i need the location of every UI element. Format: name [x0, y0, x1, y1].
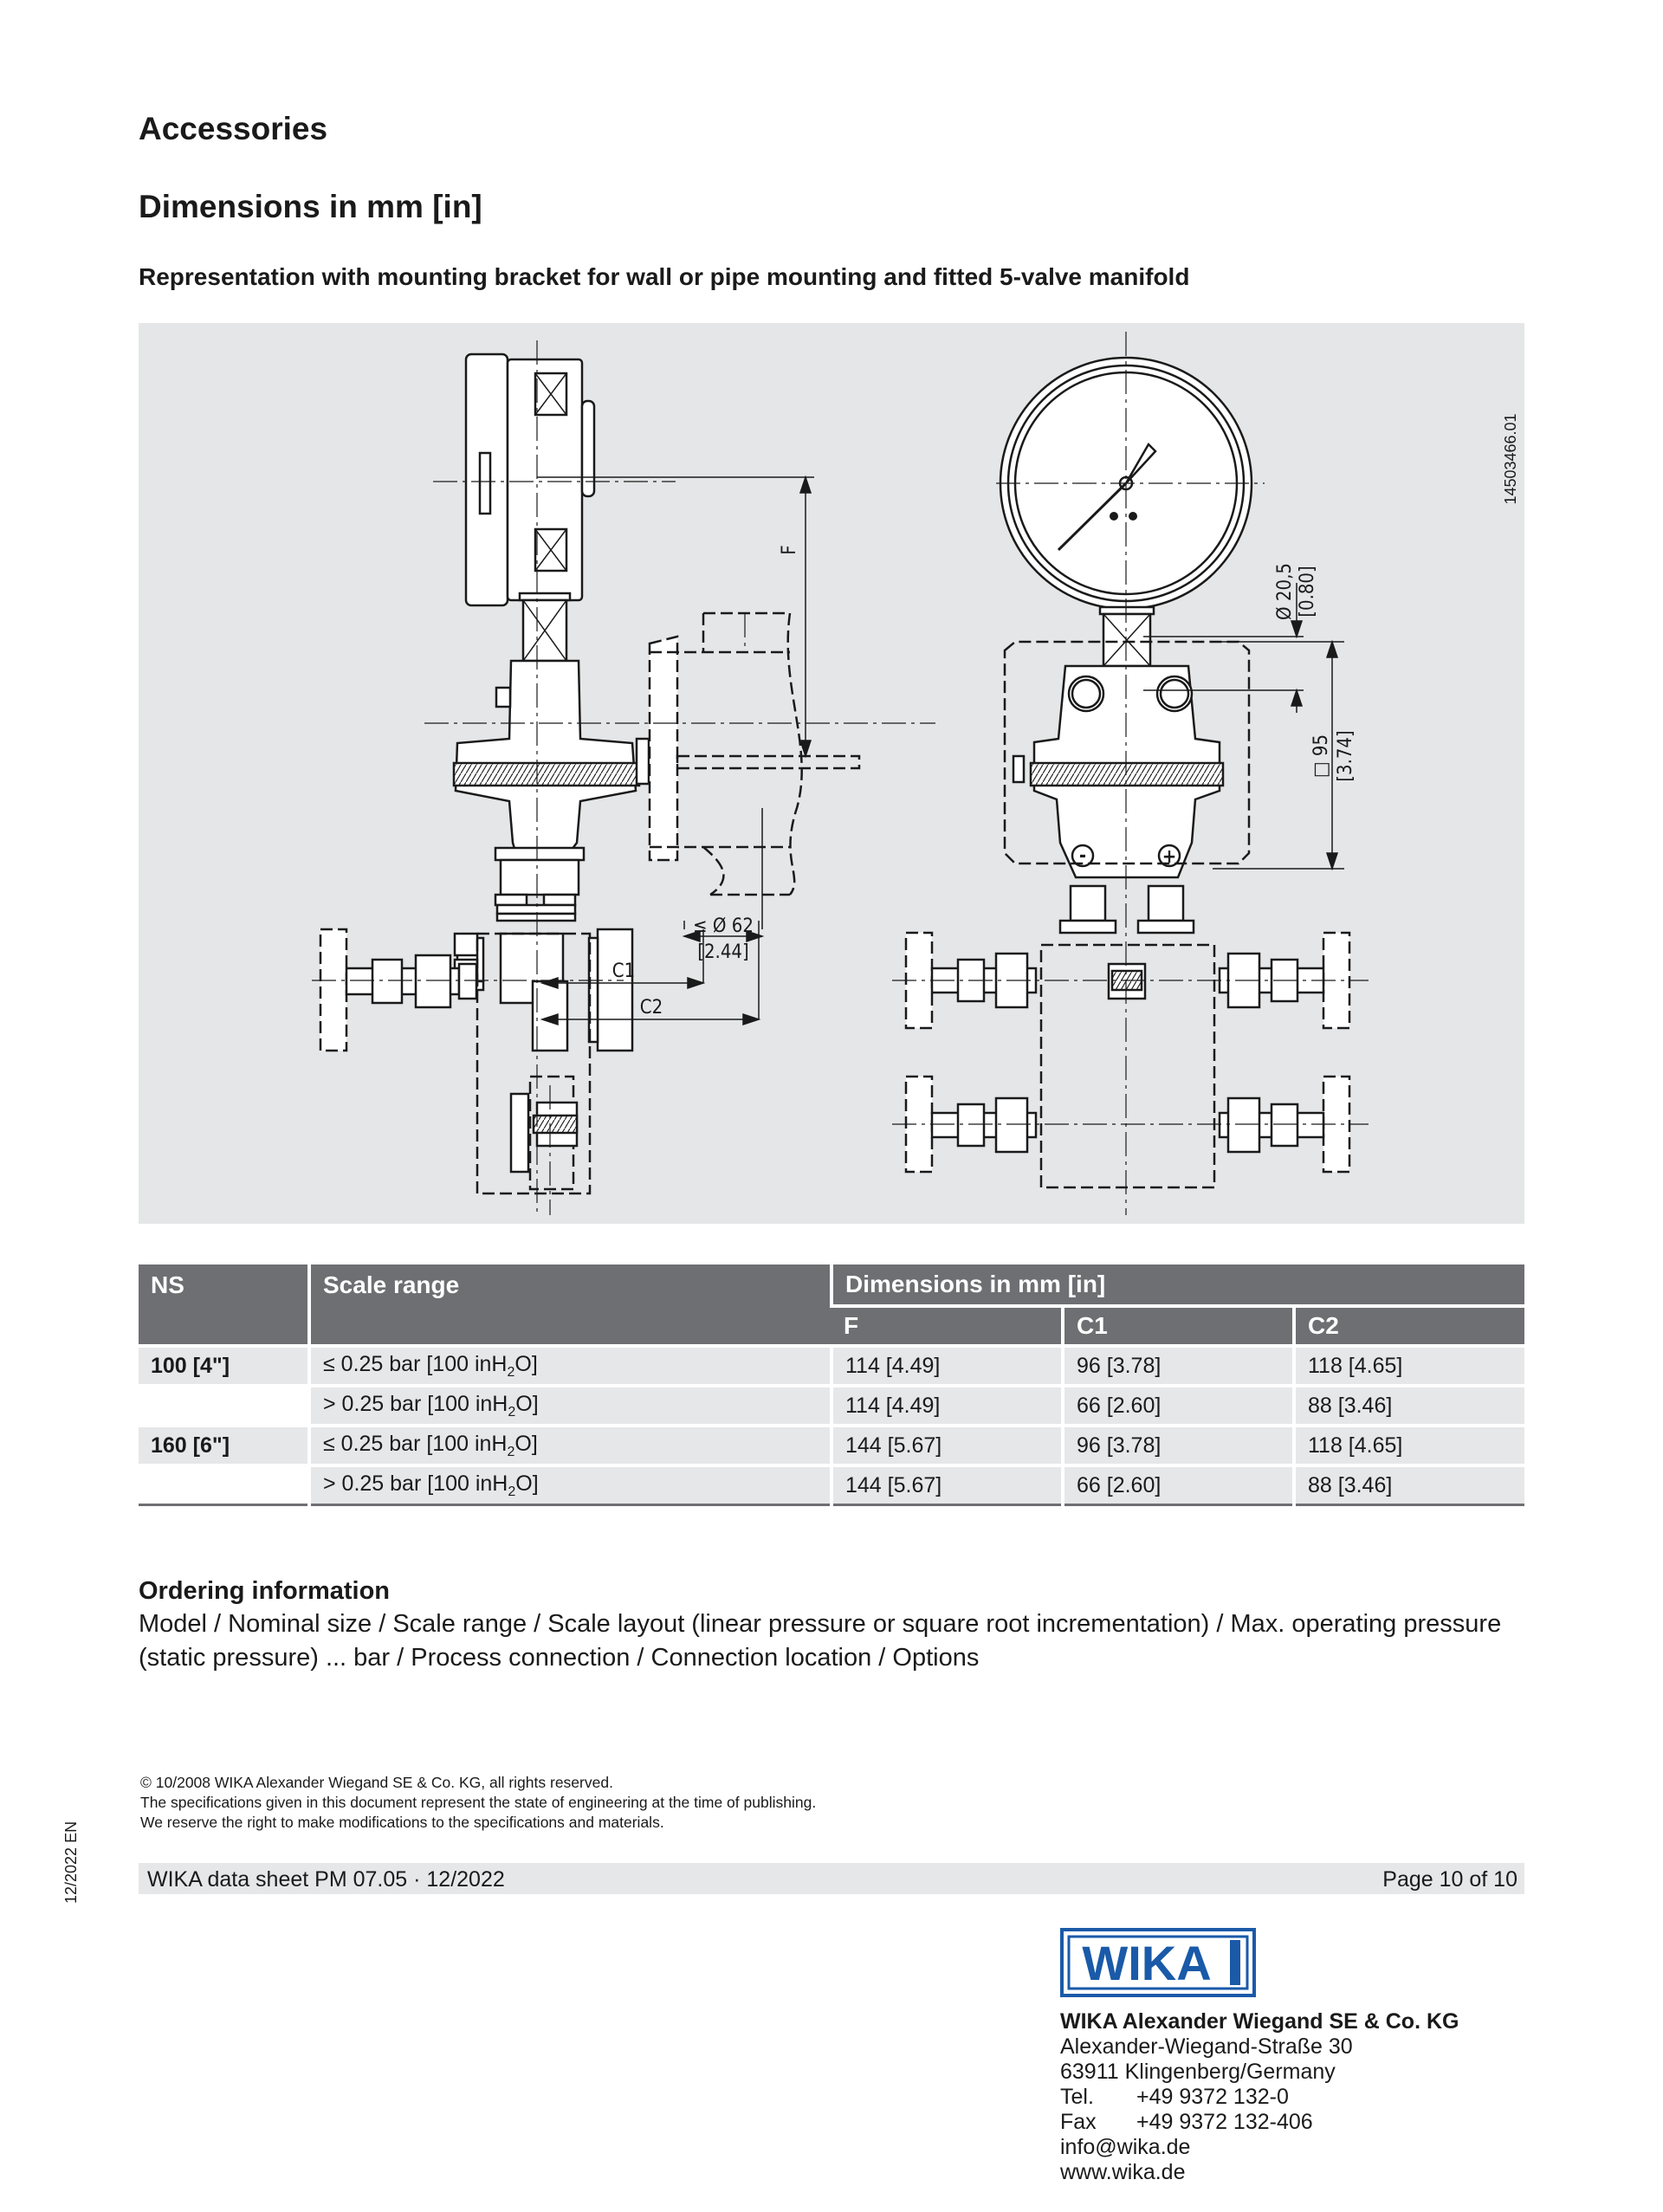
label-diameter-62-in: [2.44] [697, 941, 749, 963]
cell-scale-range: > 0.25 bar [100 inH$_2$O] [309, 1386, 832, 1426]
table-row [139, 1346, 1524, 1386]
cell-scale-range: ≤ 0.25 bar [100 inH$_2$O] [309, 1346, 832, 1386]
cell-c2: 118 [4.65] [1294, 1426, 1524, 1465]
datasheet-reference: WIKA data sheet PM 07.05 · 12/2022 [147, 1867, 505, 1892]
cell-c2: 88 [3.46] [1294, 1465, 1524, 1505]
label-plus: + [1162, 846, 1177, 868]
cell-ns [139, 1465, 309, 1505]
ordering-title: Ordering information [139, 1577, 390, 1605]
cell-c2: 88 [3.46] [1294, 1386, 1524, 1426]
drawing-caption: Representation with mounting bracket for wall or pipe mounting and fitted 5-valve manifold [139, 263, 1190, 290]
header-c2: C2 [1294, 1306, 1524, 1346]
dimensions-title: Dimensions in mm [in] [139, 189, 482, 224]
cell-c2: 118 [4.65] [1294, 1346, 1524, 1386]
front-view [906, 358, 1349, 1187]
label-square-95: □ 95 [1310, 734, 1332, 779]
cell-c1: 66 [2.60] [1063, 1465, 1294, 1505]
header-scale-range: Scale range [309, 1264, 832, 1346]
drawing-number: 14503466.01 [1502, 413, 1519, 505]
company-fax: Fax +49 9372 132-406 [1060, 2110, 1313, 2134]
footer-bar [139, 1863, 1524, 1894]
label-diameter-20-5: Ø 20,5 [1274, 563, 1296, 620]
header-c1: C1 [1063, 1306, 1294, 1346]
page-number: Page 10 of 10 [1382, 1867, 1517, 1892]
company-name: WIKA Alexander Wiegand SE & Co. KG [1060, 2009, 1459, 2034]
company-tel: Tel. +49 9372 132-0 [1060, 2085, 1289, 2109]
label-c2: C2 [639, 997, 663, 1019]
header-ns: NS [139, 1264, 309, 1346]
legal-line-2: The specifications given in this document represent the state of engineering at the time of publishing. [140, 1794, 817, 1811]
table-row [139, 1386, 1524, 1426]
cell-scale-range: > 0.25 bar [100 inH$_2$O] [309, 1465, 832, 1505]
label-diameter-20-5-in: [0.80] [1297, 566, 1318, 618]
label-minus: - [1078, 845, 1087, 867]
label-f: F [779, 545, 800, 555]
cell-ns: 100 [4"] [139, 1346, 309, 1386]
technical-drawing [139, 323, 1524, 1224]
cell-f: 114 [4.49] [832, 1346, 1063, 1386]
label-square-95-in: [3.74] [1335, 730, 1356, 782]
section-title: Accessories [139, 111, 328, 146]
cell-c1: 96 [3.78] [1063, 1346, 1294, 1386]
side-date: 12/2022 EN [62, 1821, 80, 1904]
cell-scale-range: ≤ 0.25 bar [100 inH$_2$O] [309, 1426, 832, 1465]
company-website[interactable]: www.wika.de [1060, 2160, 1186, 2184]
wika-logo-text: WIKA [1082, 1936, 1212, 1990]
cell-c1: 96 [3.78] [1063, 1426, 1294, 1465]
company-email[interactable]: info@wika.de [1060, 2135, 1191, 2159]
copyright-line: © 10/2008 WIKA Alexander Wiegand SE & Co. KG, all rights reserved. [140, 1774, 613, 1791]
label-c1: C1 [611, 960, 636, 982]
cell-f: 144 [5.67] [832, 1465, 1063, 1505]
header-f: F [832, 1306, 1063, 1346]
side-view [320, 354, 859, 1193]
cell-ns [139, 1386, 309, 1426]
wika-logo [1060, 1928, 1256, 1997]
dimensions-table [139, 1264, 1524, 1506]
table-row [139, 1426, 1524, 1465]
table-row [139, 1465, 1524, 1505]
company-city: 63911 Klingenberg/Germany [1060, 2060, 1336, 2084]
cell-f: 114 [4.49] [832, 1386, 1063, 1426]
header-dimensions: Dimensions in mm [in] [832, 1264, 1524, 1306]
legal-line-3: We reserve the right to make modifications to the specifications and materials. [140, 1814, 664, 1831]
cell-c1: 66 [2.60] [1063, 1386, 1294, 1426]
company-street: Alexander-Wiegand-Straße 30 [1060, 2034, 1353, 2059]
cell-f: 144 [5.67] [832, 1426, 1063, 1465]
cell-ns: 160 [6"] [139, 1426, 309, 1465]
label-diameter-62: ≤ Ø 62 [693, 915, 754, 937]
ordering-text: Model / Nominal size / Scale range / Scale layout (linear pressure or square root incrementation) / Max. operating pressure (static pressure) ... bar / Process connection / Connection location / Options [139, 1610, 1502, 1672]
